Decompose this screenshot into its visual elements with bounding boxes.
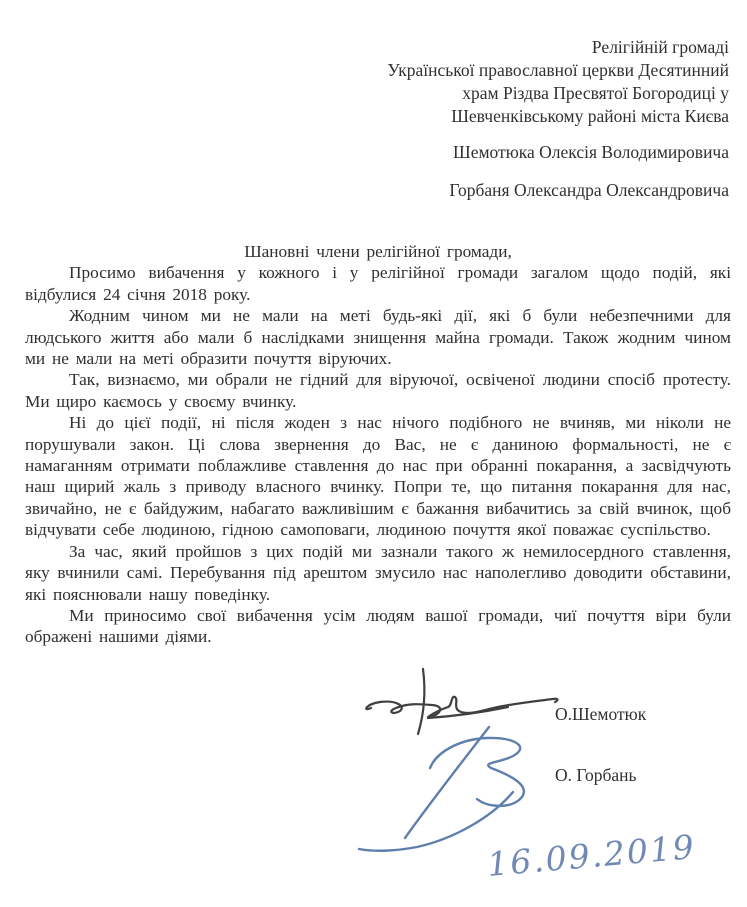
recipient-line: Релігійній громаді	[591, 37, 729, 57]
letter-body	[25, 241, 731, 648]
paragraph: Ні до цієї події, ні після жоден з нас нічого подібного не вчиняв, ми ніколи не порушували закон. Ці слова звернення до Вас, не є даниною формальності, не є намаганням отримати поблажливе ставлення до нас при обранні покарання, а засвідчують наш щирий жаль з приводу власного вчинку. Попри те, що питання покарання для нас, звичайно, не є байдужим, набагато важливішим є бажання вибачитись за свій вчинок, щоб відчувати себе людиною, гідною самоповаги, людиною почуття якої поважає суспільство.	[25, 413, 731, 540]
addressee-name: Шемотюка Олексія Володимировича	[453, 142, 729, 162]
recipient-line: храм Різдва Пресвятої Богородиці у	[462, 83, 729, 103]
handwritten-date: 16.09.2019	[485, 826, 698, 885]
paragraph: Так, визнаємо, ми обрали не гідний для віруючої, освіченої людини спосіб протесту. Ми щиро каємось у своєму вчинку.	[25, 370, 731, 411]
signature-shemotiuk-icon	[366, 669, 557, 734]
paragraph: Ми приносимо свої вибачення усім людям вашої громади, чиї почуття віри були ображені нашими діями.	[25, 605, 731, 647]
recipient-line: Шевченківському районі міста Києва	[451, 106, 729, 126]
signature-label-shemotiuk: О.Шемотюк	[555, 704, 647, 724]
recipient-block	[0, 36, 729, 202]
paragraph: Жодним чином ми не мали на меті будь-які дії, які б були небезпечними для людського життя або мали б наслідками знищення майна громади. Також жодним чином ми не мали на меті образити почуття віруючих.	[25, 306, 731, 369]
recipient-line: Української православної церкви Десятинний	[387, 60, 729, 80]
signature-horban-icon	[359, 727, 524, 851]
paragraph: Просимо вибачення у кожного і у релігійної громади загалом щодо подій, які відбулися 24 січня 2018 року.	[25, 263, 731, 304]
addressee-name: Горбаня Олександра Олександровича	[449, 180, 729, 200]
salutation: Шановні члени релігійної громади,	[244, 242, 512, 261]
paragraph: За час, який пройшов з цих подій ми зазнали такого ж немилосердного ставлення, яку вчинили самі. Перебування під арештом змусило нас наполегливо доводити обставини, які пояснювали нашу поведінку.	[25, 541, 731, 604]
signature-label-horban: О. Горбань	[555, 765, 637, 785]
